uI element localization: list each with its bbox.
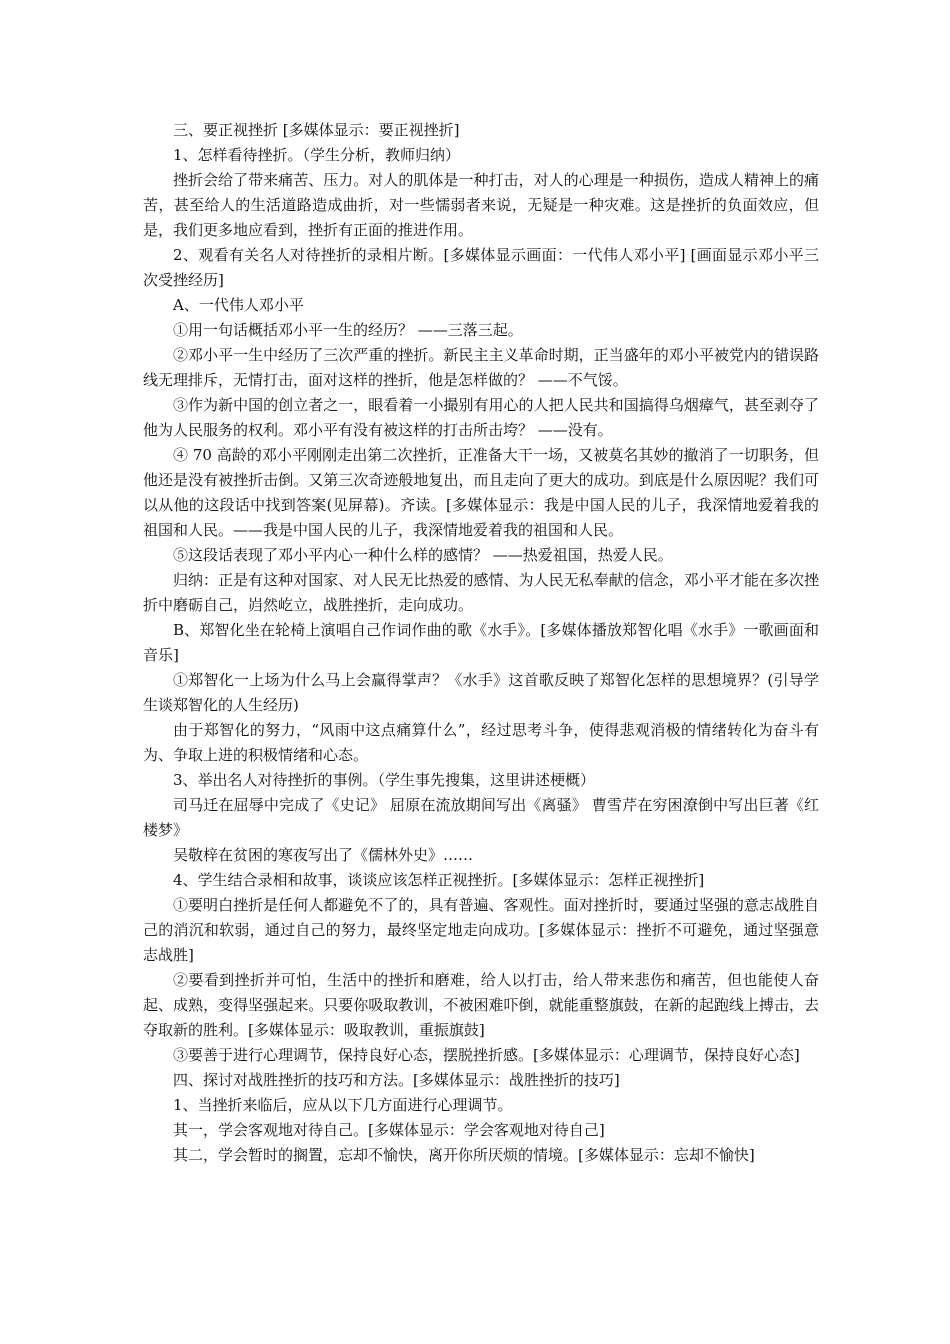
paragraph: 其二，学会暂时的搁置，忘却不愉快，离开你所厌烦的情境。[多媒体显示：忘却不愉快] [173, 1146, 755, 1164]
paragraph: 3、举出名人对待挫折的事例。（学生事先搜集，这里讲述梗概） [173, 771, 596, 789]
paragraph: ①要明白挫折是任何人都避免不了的，具有普遍、客观性。面对挫折时，要通过坚强的意志战胜自己的消沉和软弱，通过自己的努力，最终坚定地走向成功。[多媒体显示：挫折不可避免，通过坚强意志战胜] [143, 896, 819, 964]
paragraph: ①用一句话概括邓小平一生的经历？ ——三落三起。 [173, 321, 523, 339]
paragraph: ③作为新中国的创立者之一，眼看着一小撮别有用心的人把人民共和国搞得乌烟瘴气，甚至剥夺了他为人民服务的权利。邓小平有没有被这样的打击所击垮？ ——没有。 [143, 396, 819, 439]
paragraph: ①郑智化一上场为什么马上会赢得掌声？《水手》这首歌反映了郑智化怎样的思想境界？(引导学生谈郑智化的人生经历) [143, 671, 819, 714]
paragraph: A、一代伟人邓小平 [173, 296, 304, 314]
paragraph: ②邓小平一生中经历了三次严重的挫折。新民主主义革命时期，正当盛年的邓小平被党内的错误路线无理排斥，无情打击，面对这样的挫折，他是怎样做的？ ——不气馁。 [143, 346, 819, 389]
paragraph: ③要善于进行心理调节，保持良好心态，摆脱挫折感。[多媒体显示：心理调节，保持良好心态] [173, 1046, 800, 1064]
paragraph: 其一，学会客观地对待自己。[多媒体显示：学会客观地对待自己] [173, 1121, 605, 1139]
paragraph: 挫折会给了带来痛苦、压力。对人的肌体是一种打击，对人的心理是一种损伤，造成人精神上的痛苦，甚至给人的生活道路造成曲折，对一些懦弱者来说，无疑是一种灾难。这是挫折的负面效应，但是，我们更多地应看到，挫折有正面的推进作用。 [143, 171, 819, 239]
paragraph: 1、当挫折来临后，应从以下几方面进行心理调节。 [173, 1096, 513, 1114]
paragraph: ②要看到挫折并可怕，生活中的挫折和磨难，给人以打击，给人带来悲伤和痛苦，但也能使人奋起、成熟，变得坚强起来。只要你吸取教训，不被困难吓倒，就能重整旗鼓，在新的起跑线上搏击，去夺取新的胜利。[多媒体显示：吸取教训，重振旗鼓] [143, 971, 819, 1039]
paragraph: 吴敬梓在贫困的寒夜写出了《儒林外史》…… [173, 846, 474, 864]
paragraph: 司马迁在屈辱中完成了《史记》 屈原在流放期间写出《离骚》 曹雪芹在穷困潦倒中写出巨著《红楼梦》 [143, 796, 819, 839]
paragraph: B、郑智化坐在轮椅上演唱自己作词作曲的歌《水手》。[多媒体播放郑智化唱《水手》一歌画面和音乐] [143, 621, 819, 664]
paragraph: 2、观看有关名人对待挫折的录相片断。[多媒体显示画面：一代伟人邓小平] [画面显示邓小平三次受挫经历] [143, 246, 819, 289]
paragraph: ④ 70 高龄的邓小平刚刚走出第二次挫折，正准备大干一场，又被莫名其妙的撤消了一切职务，但他还是没有被挫折击倒。又第三次奇迹般地复出，而且走向了更大的成功。到底是什么原因呢？我们可以从他的这段话中找到答案(见屏幕)。齐读。[多媒体显示：我是中国人民的儿子，我深情地爱着我的祖国和人民。——我是中国人民的儿子，我深情地爱着我的祖国和人民。 [143, 446, 819, 539]
paragraph: ⑤这段话表现了邓小平内心一种什么样的感情？ ——热爱祖国，热爱人民。 [173, 546, 673, 564]
paragraph: 由于郑智化的努力，“风雨中这点痛算什么”，经过思考斗争，使得悲观消极的情绪转化为奋斗有为、争取上进的积极情绪和心态。 [143, 721, 819, 764]
paragraph: 归纳：正是有这种对国家、对人民无比热爱的感情、为人民无私奉献的信念，邓小平才能在多次挫折中磨砺自己，岿然屹立，战胜挫折，走向成功。 [143, 571, 819, 614]
document-body [143, 118, 819, 1168]
heading-section-4: 四、探讨对战胜挫折的技巧和方法。[多媒体显示：战胜挫折的技巧] [173, 1071, 620, 1089]
heading-section-3: 三、要正视挫折 [多媒体显示：要正视挫折] [173, 121, 460, 139]
paragraph: 1、怎样看待挫折。（学生分析，教师归纳） [173, 146, 461, 164]
paragraph: 4、学生结合录相和故事，谈谈应该怎样正视挫折。[多媒体显示：怎样正视挫折] [173, 871, 705, 889]
